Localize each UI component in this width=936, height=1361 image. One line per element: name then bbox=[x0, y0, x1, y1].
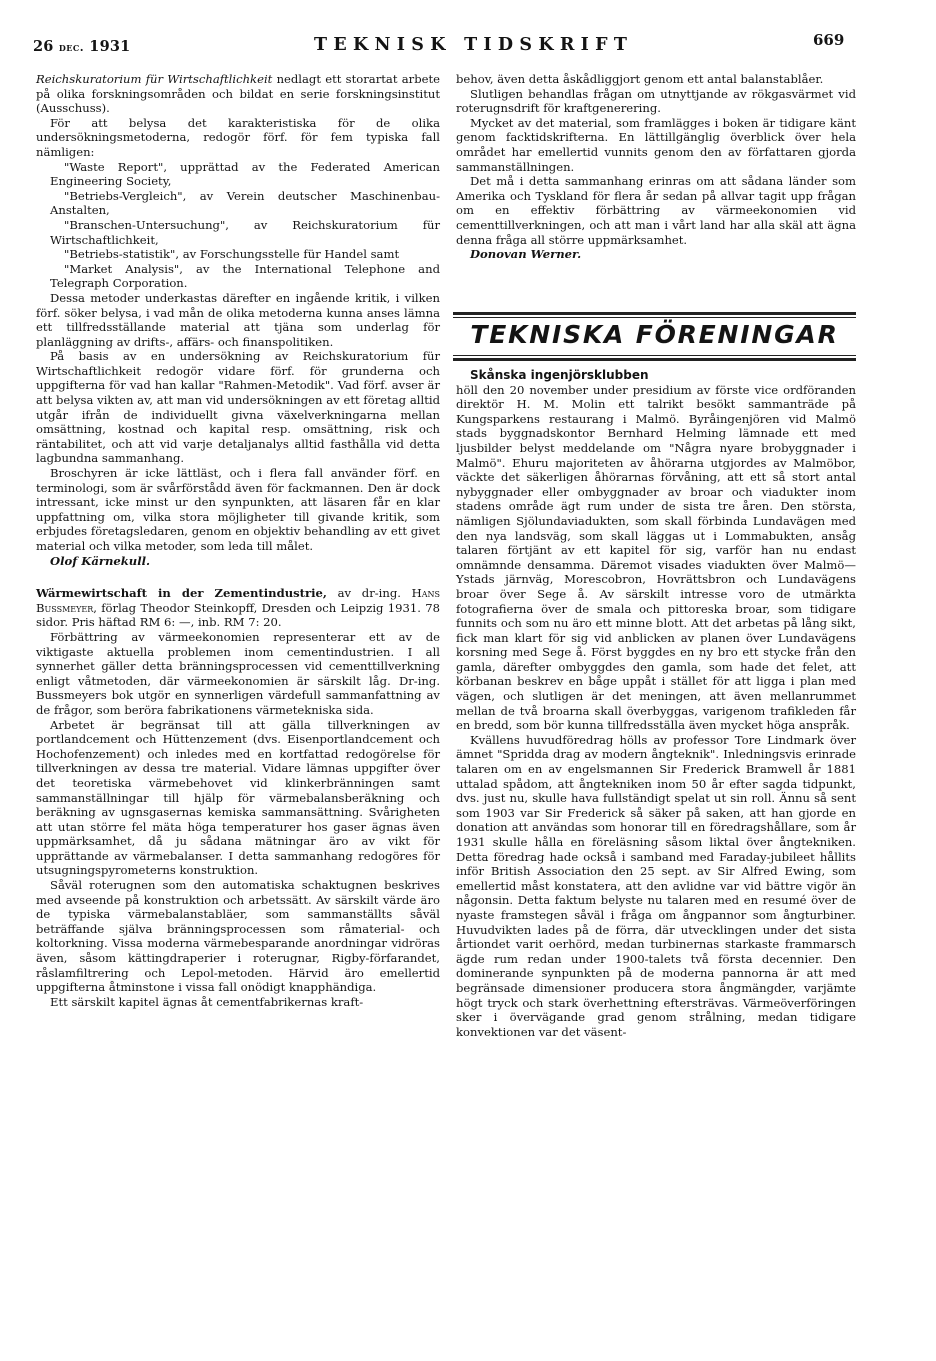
signature: Donovan Werner. bbox=[470, 247, 582, 262]
page-number: 669 bbox=[813, 31, 845, 49]
section-rule bbox=[453, 312, 856, 315]
paragraph-text: nedlagt ett storartat arbete på olika forskningsområden och bildat en serie forskningsinstitut (Ausschuss). bbox=[36, 72, 440, 116]
list-item: "Betriebs-Vergleich", av Verein deutscher Maschinenbau-Anstalten, bbox=[50, 188, 440, 218]
paragraph: Dessa metoder underkastas därefter en ingående kritik, i vilken förf. söker belysa, i vad mån de olika metoderna kunna anses lämna ett tillfredsställande material att tjäna som underlag för planläggning av drifts-, affärs- och finanspolitiken. bbox=[36, 290, 440, 349]
page-date: 26 dec. 1931 bbox=[33, 38, 131, 55]
paragraph: Ett särskilt kapitel ägnas åt cementfabrikernas kraft- bbox=[50, 994, 364, 1009]
paragraph: Broschyren är icke lättläst, och i flera fall använder förf. en terminologi, som är svårförstådd även för fackmannen. Den är dock intressant, icke minst ur den synpunkten, att läsaren får en klar uppfattning om, vilka stora möjligheter till givande kritik, som erbjudes företagsledaren, genom en objektiv behandling av ett givet material och vilka metoder, som leda till målet. bbox=[36, 466, 440, 553]
italic-text: Reichskuratorium für Wirtschaftlichkeit bbox=[36, 72, 273, 86]
list-item: "Waste Report", upprättad av the Federated American Engineering Society, bbox=[50, 159, 440, 189]
left-column bbox=[36, 72, 440, 1009]
review-title: Wärmewirtschaft in der Zementindustrie, bbox=[36, 586, 327, 601]
paragraph: höll den 20 november under presidium av förste vice ordföranden direktör H. M. Molin ett talrikt besökt sammanträde på Kungsparkens restaurang i Malmö. Byråingenjören vid Malmö stads byggnadskontor Bernhard Helming lämnade ett med ljusbilder belyst meddelande om "Några nyare brobyggnader i Malmö". Ehuru majoriteten av åhörarna utgjordes av Malmöbor, väckte det säkerligen åhörarnas förvåning, att ett så stort antal nybyggnader eller ombyggnader av broar och viadukter inom stadens område ägt rum under de sista tre åren. Den största, nämligen Sjölundaviadukten, som skall förbinda Lundavägen med den nya landsväg, som skall läggas ut i Lommabukten, ansåg talaren förtjänt av ett kapitel för sig, varför han nu endast omnämnde densamma. Däremot visades viadukten över Malmö—Ystads järnväg, Morescobron, Hovrättsbron och Lundavägens broar över Sege å. Av särskilt intresse voro de utmärkta fotografierna över de smala och pittoreska broar, som tidigare funnits och som nu äro ett minne blott. Att det arbetas på lång sikt, fick man klart för sig vid anblicken av planen över Lundavägens korsning med Sege å. Först byggdes en ny bro ett stycke från den gamla, därefter ombyggdes den gamla, som hade det felet, att körbanan beskrev en båge uppåt i stället för att ligga i plan med vägen, och slutligen är det meningen, att även mellanrummet mellan de två broarna skall överbyggas, varigenom trafikleden får en bredd, som bör kunna tillfredsställa även mycket höga anspråk. bbox=[456, 382, 856, 733]
club-heading: Skånska ingenjörsklubben bbox=[470, 368, 649, 382]
paragraph bbox=[36, 72, 440, 116]
review-heading bbox=[36, 586, 440, 630]
right-column-top bbox=[456, 72, 856, 262]
signature: Olof Kärnekull. bbox=[50, 553, 151, 568]
review-by: av dr-ing. bbox=[326, 586, 412, 601]
paragraph: Såväl roterugnen som den automatiska schaktugnen beskrives med avseende på konstruktion och arbetssätt. Av särskilt värde äro de typiska värmebalanstabläer, som sammanställts såväl beträffande själva bränningsprocessen som råmaterial- och koltorkning. Vissa moderna värmebesparande anordningar vidröras även, såsom kättingdraperier i roterugnar, Rigby-förfarandet, råslamfiltrering och Lepol-metoden. Härvid äro emellertid uppgifterna åtminstone i vissa fall onödigt knapphändiga. bbox=[36, 878, 440, 995]
paragraph: Arbetet är begränsat till att gälla tillverkningen av portlandcement och Hüttenzement (dvs. Eisenportlandcement och Hochofenzement) och inledes med en kortfattad redogörelse för tillverkningen av dessa tre material. Vidare lämnas uppgifter över det teoretiska värmebehovet vid klinkerbränningen samt sammanställningar till hjälp för värmebalansberäkning och beräkning av ugnsgasernas kemiska sammansättning. Svårigheten att utan större fel mäta höga temperaturer hos gaser ägnas även uppmärksamhet, då ju sådana mätningar äro av vikt för upprättande av värmebalanser. I detta sammanhang redogöres för utsugningspyrometerns konstruktion. bbox=[36, 717, 440, 878]
list-item: "Betriebs-statistik", av Forschungsstelle für Handel samt bbox=[64, 247, 400, 262]
review-author: Hans Bussmeyer bbox=[36, 586, 440, 615]
paragraph: Kvällens huvudföredrag hölls av professor Tore Lindmark över ämnet "Spridda drag av modern ångteknik". Inledningsvis erinrade talaren om en av engelsmannen Sir Frederick Bramwell år 1881 uttalad spådom, att ångtekniken inom 50 år efter sagda tidpunkt, dvs. just nu, skulle hava fullständigt spelat ut sin roll. Ännu så sent som 1903 var Sir Frederick så säker på saken, att han gjorde en donation att användas som honorar till en föredragshållare, som år 1931 skulle hålla en föreläsning såsom liktal över ångtekniken. Detta föredrag hade också i samband med Faraday-jubileet hållits inför British Association den 25 sept. av Sir Alfred Ewing, som emellertid måst konstatera, att den avlidne var vid bättre vigör än någonsin. Detta faktum belyste nu talaren med en resumé över de nyaste framstegen såväl i fråga om ångpannor som ångturbiner. Huvudvikten lades på de förra, där utvecklingen under det sista årtiondet varit oerhörd, medan turbinernas starkaste frammarsch ägde rum redan under 1900-talets två första decennier. Den dominerande synpunkten på de moderna pannorna är att med begränsade dimensioner producera stora ångmängder, varjämte högt tryck och stark överhettning eftersträvas. Värmeöverföringen sker i övervägande grad genom strålning, medan tidigare konvektionen var det väsent- bbox=[456, 732, 856, 1039]
journal-title: TEKNISK TIDSKRIFT bbox=[314, 35, 634, 55]
list-item: "Branschen-Untersuchung", av Reichskuratorium für Wirtschaftlichkeit, bbox=[50, 217, 440, 247]
paragraph: På basis av en undersökning av Reichskuratorium für Wirtschaftlichkeit redogör vidare förf. för grunderna och uppgifterna för vad han kallar "Rahmen-Metodik". Vad förf. avser är att belysa vikten av, att man vid undersökningen av ett företag alltid utgår ifrån de individuellt givna växelverkningarna mellan omsättning, kostnad och kapital resp. omsättning, risk och räntabilitet, och att vid varje detaljanalys alltid fasthålla vid detta lagbundna sammanhang. bbox=[36, 349, 440, 466]
section-title: TEKNISKA FÖRENINGAR bbox=[470, 320, 839, 349]
paragraph: Förbättring av värmeekonomien representerar ett av de viktigaste aktuella problemen inom cementindustrien. I all synnerhet gäller detta bränningsprocessen vid cementtillverkning enligt våtmetoden, där värmeekonomien är särskilt låg. Dr-ing. Bussmeyers bok utgör en synnerligen värdefull sammanfattning av de frågor, som beröra fabrikationens värmetekniska sida. bbox=[36, 629, 440, 717]
paragraph: Mycket av det material, som framlägges i boken är tidigare känt genom facktidskrifterna. En lättillgänglig överblick över hela området har emellertid vunnits genom den av författaren gjorda sammanställningen. bbox=[456, 115, 856, 174]
list-item: "Market Analysis", av the International Telephone and Telegraph Corporation. bbox=[50, 261, 440, 291]
section-rule bbox=[453, 358, 856, 361]
section-rule bbox=[453, 355, 856, 356]
paragraph: Slutligen behandlas frågan om utnyttjande av rökgasvärmet vid roterugnsdrift för kraftgenerering. bbox=[456, 86, 856, 116]
method-list bbox=[36, 160, 440, 291]
paragraph: För att belysa det karakteristiska för de olika undersökningsmetoderna, redogör förf. för fem typiska fall nämligen: bbox=[36, 115, 440, 159]
paragraph: behov, även detta åskådliggjort genom ett antal balanstablåer. bbox=[456, 72, 824, 86]
spacer bbox=[36, 568, 440, 586]
paragraph: Det må i detta sammanhang erinras om att sådana länder som Amerika och Tyskland för flera år sedan på allvar tagit upp frågan om en effektiv förbättring av värmeekonomien vid cementtillverkningen, och att man i vårt land har alla skäl att ägna denna fråga all större uppmärksamhet. bbox=[456, 174, 856, 247]
review-publication: , förlag Theodor Steinkopff, Dresden och Leipzig 1931. 78 sidor. Pris häftad RM 6: —, inb. RM 7: 20. bbox=[36, 600, 440, 630]
right-column-bottom bbox=[456, 368, 856, 1039]
